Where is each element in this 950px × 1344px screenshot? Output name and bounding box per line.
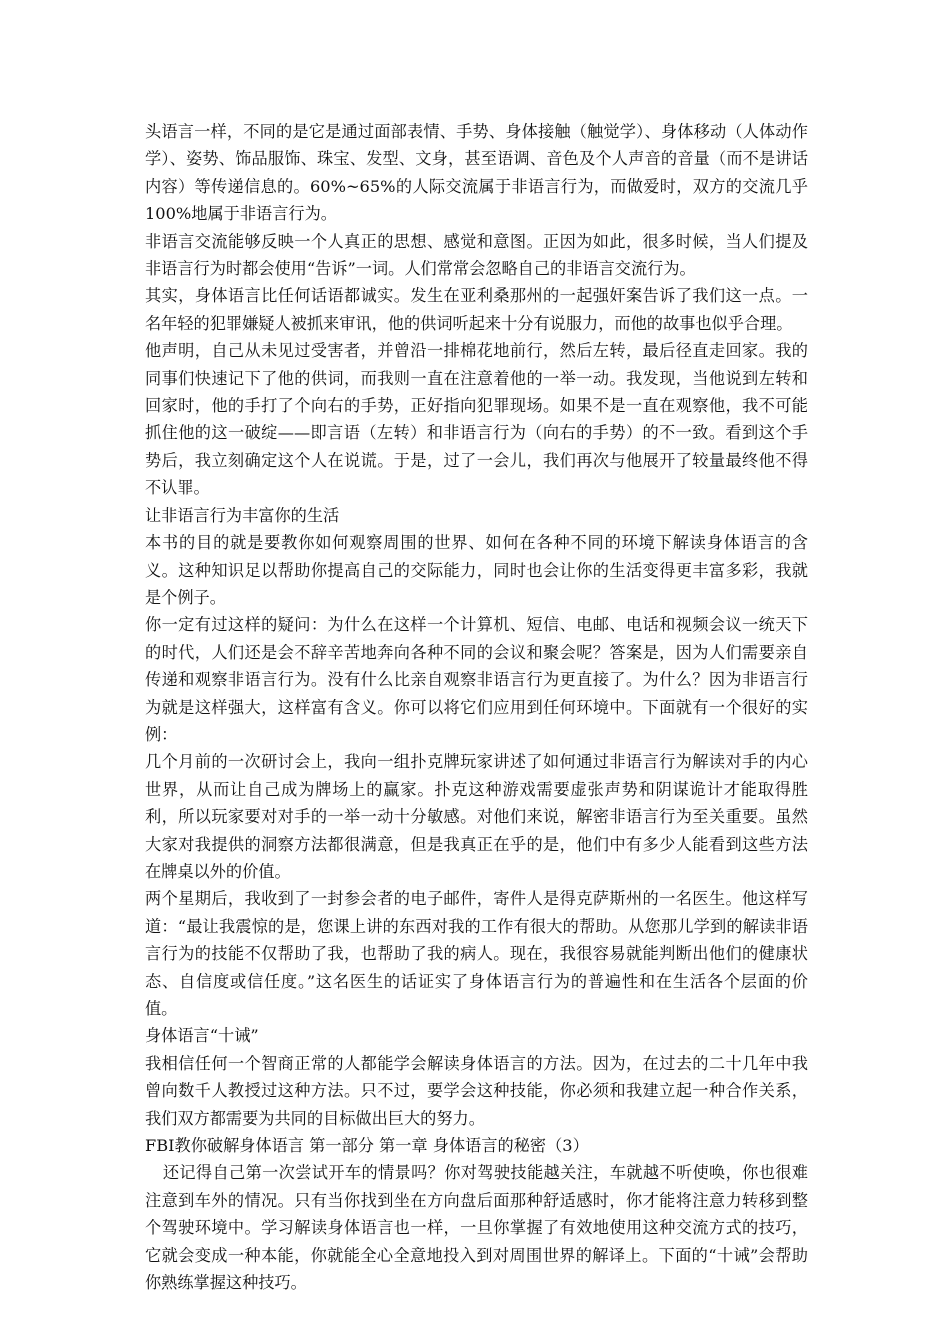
paragraph-reflects-intent: 非语言交流能够反映一个人真正的思想、感觉和意图。正因为如此，很多时候，当人们提及非语言行为时都会使用“告诉”一词。人们常常会忽略自己的非语言交流行为。 xyxy=(145,231,808,279)
paragraph-driving-analogy: 还记得自己第一次尝试开车的情景吗？你对驾驶技能越关注，车就越不听使唤，你也很难注意到车外的情况。只有当你找到坐在方向盘后面那种舒适感时，你才能将注意力转移到整个驾驶环境中。学习解读身体语言也一样，一旦你掌握了有效地使用这种交流方式的技巧，它就会变成一种本能，你就能全心全意地投入到对周围世界的解译上。下面的“十诫”会帮助你熟练掌握这种技巧。 xyxy=(145,1163,808,1293)
paragraph-body-honest: 其实，身体语言比任何话语都诚实。发生在亚利桑那州的一起强奸案告诉了我们这一点。一名年轻的犯罪嫌疑人被抓来审讯，他的供词听起来十分有说服力，而他的故事也似乎合理。 xyxy=(145,286,808,333)
section-heading-enrich-life: 让非语言行为丰富你的生活 xyxy=(145,505,340,525)
paragraph-book-purpose: 本书的目的就是要教你如何观察周围的世界、如何在各种不同的环境下解读身体语言的含义。这种知识足以帮助你提高自己的交际能力，同时也会让你的生活变得更丰富多彩，我就是个例子。 xyxy=(145,533,808,607)
paragraph-suspect-gesture: 他声明，自己从未见过受害者，并曾沿一排棉花地前行，然后左转，最后径直走回家。我的同事们快速记下了他的供词，而我则一直在注意着他的一举一动。我发现，当他说到左转和回家时，他的手打了个向右的手势，正好指向犯罪现场。如果不是一直在观察他，我不可能抓住他的这一破绽——即言语（左转）和非语言行为（向右的手势）的不一致。看到这个手势后，我立刻确定这个人在说谎。于是，过了一会儿，我们再次与他展开了较量最终他不得不认罪。 xyxy=(145,341,808,498)
paragraph-why-meet: 你一定有过这样的疑问：为什么在这样一个计算机、短信、电邮、电话和视频会议一统天下的时代，人们还是会不辞辛苦地奔向各种不同的会议和聚会呢？答案是，因为人们需要亲自传递和观察非语言行为。没有什么比亲自观察非语言行为更直接了。为什么？因为非语言行为就是这样强大，这样富有含义。你可以将它们应用到任何环境中。下面就有一个很好的实例： xyxy=(145,615,808,744)
paragraph-doctor-email: 两个星期后，我收到了一封参会者的电子邮件，寄件人是得克萨斯州的一名医生。他这样写道：“最让我震惊的是，您课上讲的东西对我的工作有很大的帮助。从您那儿学到的解读非语言行为的技能不仅帮助了我，也帮助了我的病人。现在，我很容易就能判断出他们的健康状态、自信度或信任度。”这名医生的话证实了身体语言行为的普遍性和在生活各个层面的价值。 xyxy=(145,889,808,1018)
chapter-heading: FBI教你破解身体语言 第一部分 第一章 身体语言的秘密（3） xyxy=(145,1136,589,1156)
section-heading-ten-commandments: 身体语言“十诫” xyxy=(145,1026,259,1046)
paragraph-poker-seminar: 几个月前的一次研讨会上，我向一组扑克牌玩家讲述了如何通过非语言行为解读对手的内心世界，从而让自己成为牌场上的赢家。扑克这种游戏需要虚张声势和阴谋诡计才能取得胜利，所以玩家要对对手的一举一动十分敏感。对他们来说，解密非语言行为至关重要。虽然大家对我提供的洞察方法都很满意，但是我真正在乎的是，他们中有多少人能看到这些方法在牌桌以外的价值。 xyxy=(145,752,808,881)
paragraph-anyone-can-learn: 我相信任何一个智商正常的人都能学会解读身体语言的方法。因为，在过去的二十几年中我曾向数千人教授过这种方法。只不过，要学会这种技能，你必须和我建立起一种合作关系，我们双方都需要为共同的目标做出巨大的努力。 xyxy=(145,1053,808,1128)
paragraph-nonverbal-channels: 头语言一样，不同的是它是通过面部表情、手势、身体接触（触觉学）、身体移动（人体动作学）、姿势、饰品服饰、珠宝、发型、文身，甚至语调、音色及个人声音的音量（而不是讲话内容）等传递信息的。60%~65%的人际交流属于非语言行为，而做爱时，双方的交流几乎100%地属于非语言行为。 xyxy=(145,122,808,224)
document-page xyxy=(145,118,808,1296)
